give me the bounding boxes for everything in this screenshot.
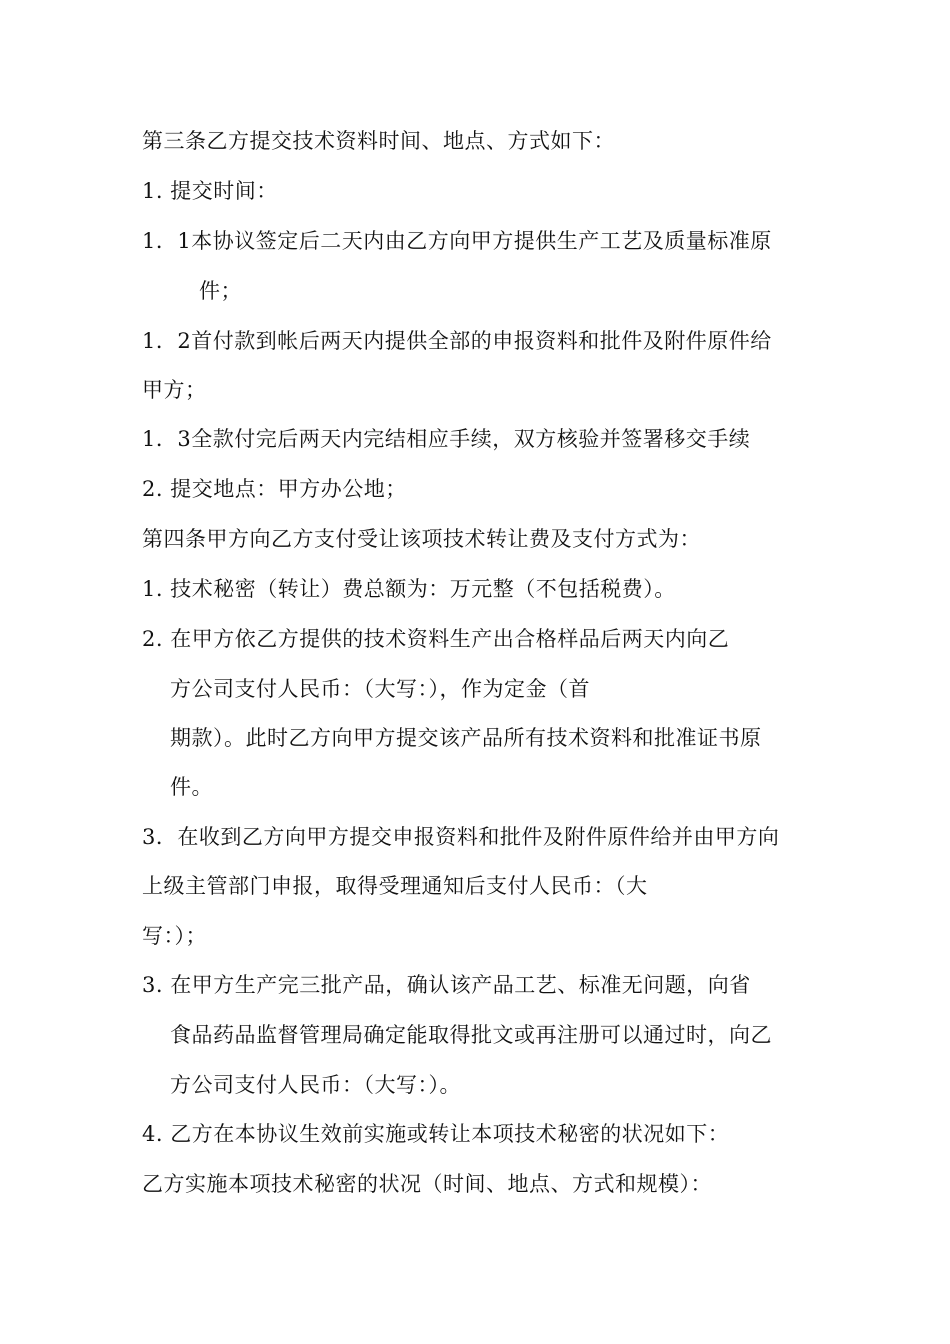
paragraph-line: 食品药品监督管理局确定能取得批文或再注册可以通过时，向乙 [170,1023,772,1047]
paragraph-line: 3. 在甲方生产完三批产品，确认该产品工艺、标准无问题，向省 [142,973,751,997]
paragraph-line: 3．在收到乙方向甲方提交申报资料和批件及附件原件给并由甲方向 [142,825,780,849]
paragraph-line: 期款）。此时乙方向甲方提交该产品所有技术资料和批准证书原 [170,726,762,750]
paragraph-line: 乙方实施本项技术秘密的状况（时间、地点、方式和规模）： [142,1172,712,1196]
paragraph-line: 方公司支付人民币：（大写：），作为定金（首 [170,677,590,701]
paragraph-line: 上级主管部门申报，取得受理通知后支付人民币：（大 [142,874,648,898]
paragraph-line: 1. 技术秘密（转让）费总额为：万元整（不包括税费）。 [142,577,676,601]
paragraph-line: 甲方； [142,378,207,402]
paragraph-line: 2. 提交地点：甲方办公地； [142,477,407,501]
paragraph-line: 1．3全款付完后两天内完结相应手续，双方核验并签署移交手续 [142,427,751,451]
paragraph-line: 2. 在甲方依乙方提供的技术资料生产出合格样品后两天内向乙 [142,627,730,651]
paragraph-line: 1．1本协议签定后二天内由乙方向甲方提供生产工艺及质量标准原 [142,229,772,253]
paragraph-line: 4. 乙方在本协议生效前实施或转让本项技术秘密的状况如下： [142,1122,730,1146]
paragraph-line: 件。 [170,775,213,799]
paragraph-line: 1. 提交时间： [142,179,278,203]
paragraph-line: 方公司支付人民币：（大写：）。 [170,1073,461,1097]
article-3-heading: 第三条乙方提交技术资料时间、地点、方式如下： [142,129,615,153]
paragraph-line: 1．2首付款到帐后两天内提供全部的申报资料和批件及附件原件给 [142,329,772,353]
article-4-heading: 第四条甲方向乙方支付受让该项技术转让费及支付方式为： [142,527,701,551]
paragraph-line: 写：）； [142,924,207,948]
paragraph-line: 件； [199,279,242,303]
